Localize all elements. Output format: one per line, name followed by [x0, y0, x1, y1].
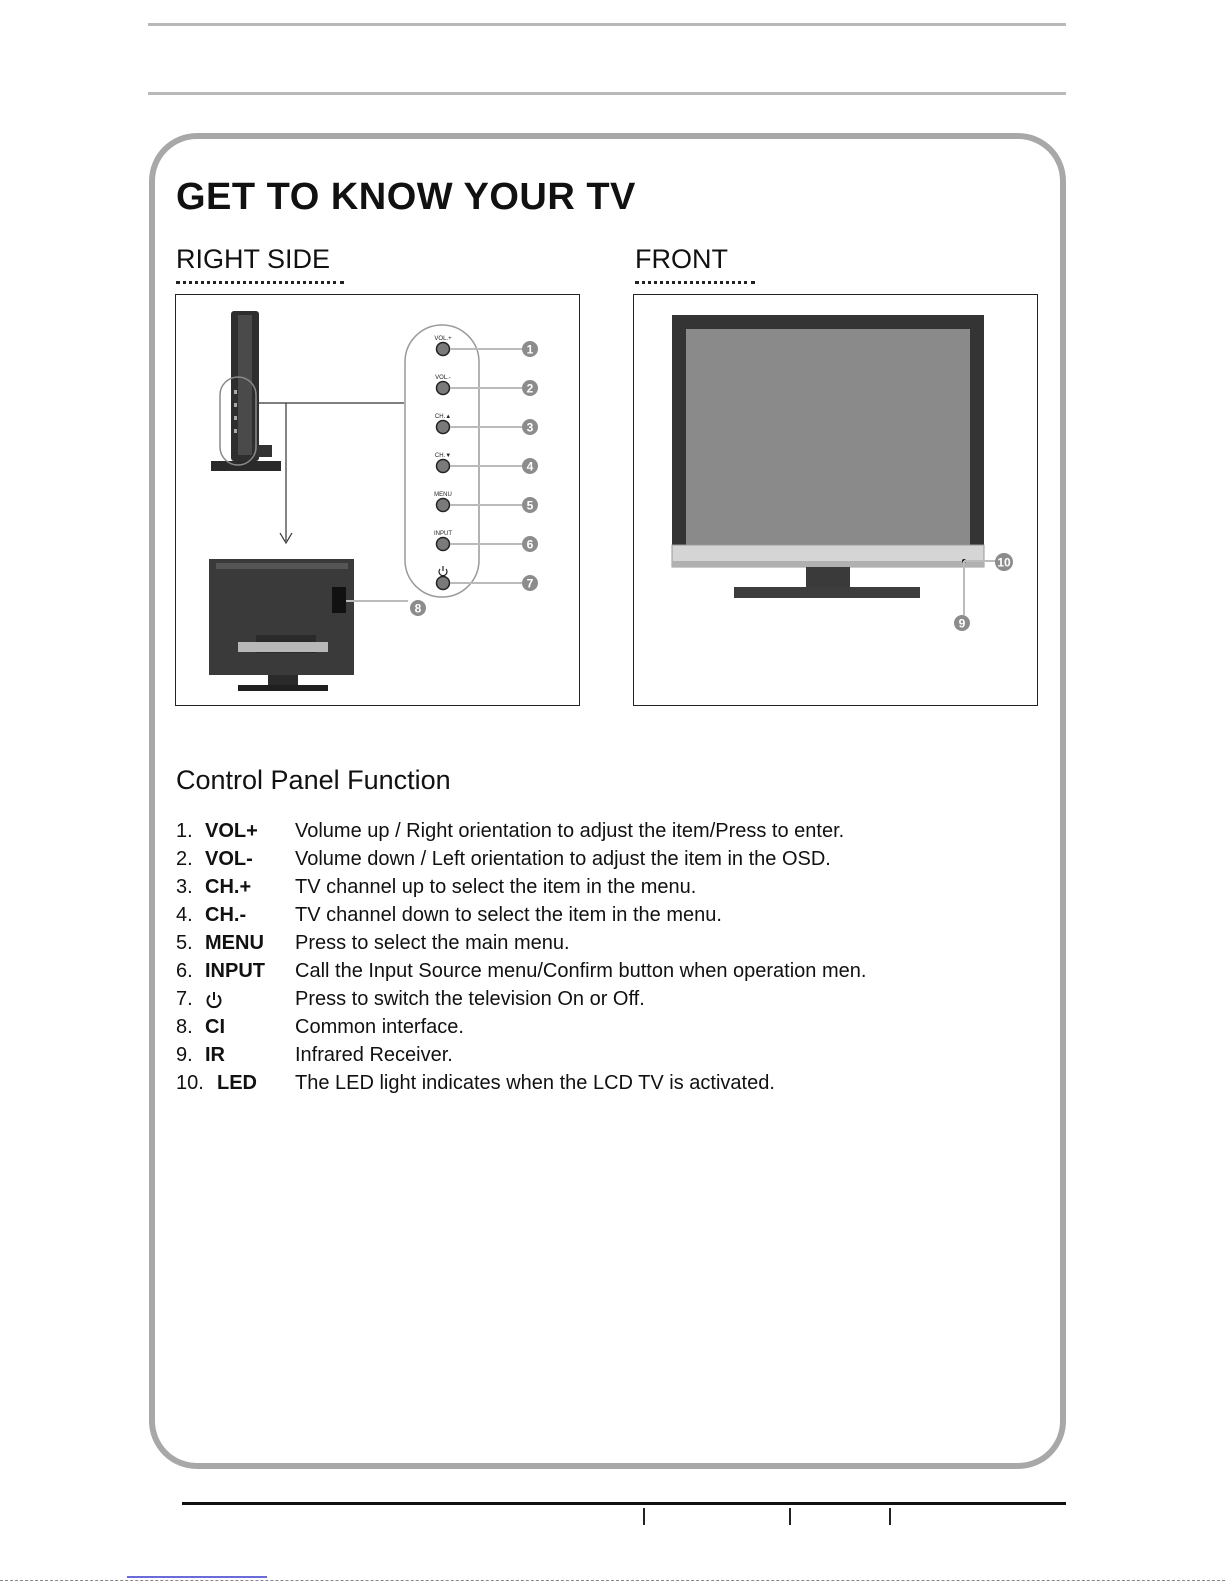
tv-side-profile-image: [211, 311, 281, 471]
item-description: TV channel up to select the item in the menu.: [295, 876, 697, 898]
side-button-3: [435, 414, 538, 435]
page-title: GET TO KNOW YOUR TV: [176, 176, 636, 218]
tv-front-image: [672, 315, 984, 598]
page-edge-mark: [127, 1576, 267, 1578]
round-button-icon: [437, 538, 450, 551]
control-panel-item: [176, 873, 1036, 901]
side-button-7: [437, 566, 539, 591]
control-panel-list: [176, 817, 1036, 1097]
badge-8: [410, 600, 426, 616]
right-side-label: RIGHT SIDE: [176, 244, 344, 284]
control-panel-item: [176, 1069, 1036, 1097]
number-badge-label: 7: [526, 576, 534, 591]
item-description: TV channel down to select the item in the menu.: [295, 904, 722, 926]
number-badge-label: 4: [526, 459, 534, 474]
item-description: Infrared Receiver.: [295, 1044, 453, 1066]
item-description: Call the Input Source menu/Confirm button when operation men.: [295, 960, 867, 982]
side-button-4: [435, 453, 538, 474]
badge-9: [954, 615, 970, 631]
number-badge-label: 2: [526, 381, 534, 396]
side-button-1: [434, 336, 538, 357]
item-key: MENU: [205, 932, 264, 954]
badge-9-label: 9: [958, 616, 966, 631]
side-button-column: [434, 336, 538, 591]
item-number: 6.: [176, 960, 193, 982]
item-number: 2.: [176, 848, 193, 870]
badge-8-label: 8: [414, 601, 422, 616]
up-arrow-button-icon: [437, 421, 450, 434]
header-rule-bottom: [148, 92, 1066, 95]
item-key: VOL+: [205, 820, 258, 842]
number-badge-label: 5: [526, 498, 534, 513]
plus-button-icon: [437, 343, 450, 356]
item-key: CI: [205, 1016, 225, 1038]
item-key: CH.-: [205, 904, 247, 926]
item-key: IR: [205, 1044, 225, 1066]
badge-10: [995, 553, 1013, 571]
side-button-label: INPUT: [434, 531, 452, 537]
item-number: 10.: [176, 1072, 204, 1094]
item-number: 7.: [176, 988, 193, 1010]
control-panel-title: Control Panel Function: [176, 765, 451, 795]
item-description: Volume up / Right orientation to adjust the item/Press to enter.: [295, 820, 845, 842]
side-button-6: [434, 531, 538, 552]
right-side-illustration: [176, 295, 579, 705]
item-number: 5.: [176, 932, 193, 954]
side-button-label: VOL.+: [434, 336, 452, 342]
number-badge-label: 6: [526, 537, 534, 552]
control-panel-item: [176, 1013, 1036, 1041]
item-key: CH.+: [205, 876, 252, 898]
footer-divider: [643, 1508, 645, 1525]
item-number: 1.: [176, 820, 193, 842]
down-arrow-button-icon: [437, 460, 450, 473]
control-panel-item: [176, 845, 1036, 873]
control-panel-item: [176, 901, 1036, 929]
header-rule-top: [148, 23, 1066, 26]
number-badge-label: 1: [526, 342, 534, 357]
footer-divider: [789, 1508, 791, 1525]
control-panel-item: [176, 985, 1036, 1013]
item-description: The LED light indicates when the LCD TV is activated.: [295, 1072, 775, 1094]
control-panel-item: [176, 817, 1036, 845]
side-button-5: [434, 492, 538, 513]
control-panel-item: [176, 929, 1036, 957]
number-badge-label: 3: [526, 420, 534, 435]
item-description: Press to switch the television On or Off.: [295, 988, 645, 1010]
item-description: Volume down / Left orientation to adjust the item in the OSD.: [295, 848, 831, 870]
control-panel-item: [176, 1041, 1036, 1069]
side-button-label: CH.▼: [434, 453, 452, 459]
item-number: 4.: [176, 904, 193, 926]
side-button-label: CH.▲: [434, 414, 452, 420]
item-key: LED: [217, 1072, 257, 1094]
front-label: FRONT: [635, 244, 755, 284]
page-edge-dash: [0, 1580, 1225, 1581]
item-key: INPUT: [205, 960, 265, 982]
side-button-label: VOL.-: [435, 375, 451, 381]
item-description: Common interface.: [295, 1016, 464, 1038]
side-button-label: MENU: [434, 492, 452, 498]
item-number: 9.: [176, 1044, 193, 1066]
minus-button-icon: [437, 382, 450, 395]
footer-divider: [889, 1508, 891, 1525]
footer-rule: [182, 1502, 1066, 1505]
round-button-icon: [437, 499, 450, 512]
item-key: VOL-: [205, 848, 253, 870]
right-side-diagram: [175, 294, 580, 706]
front-diagram: [633, 294, 1038, 706]
control-panel-item: [176, 957, 1036, 985]
tv-rear-image: [209, 559, 354, 691]
badge-10-label: 10: [997, 555, 1011, 570]
item-number: 8.: [176, 1016, 193, 1038]
side-button-2: [435, 375, 538, 396]
power-icon: [437, 577, 450, 590]
item-number: 3.: [176, 876, 193, 898]
front-illustration: [634, 295, 1037, 705]
item-description: Press to select the main menu.: [295, 932, 570, 954]
power-icon: [204, 990, 224, 1010]
